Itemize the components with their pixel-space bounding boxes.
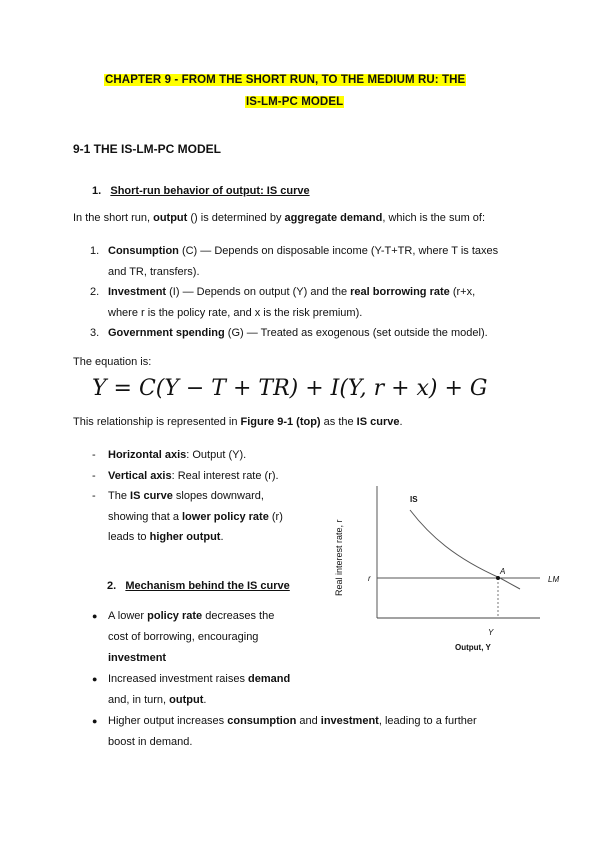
is-equation: Y = C(Y − T + TR) + I(Y, r + x) + G bbox=[92, 376, 488, 401]
intro-text: In the short run, bbox=[73, 212, 154, 224]
item-text: : Real interest rate (r). bbox=[171, 469, 279, 482]
item-text: , leading to a further bbox=[378, 715, 477, 727]
is-lm-figure bbox=[330, 478, 570, 658]
intro-bold-demand: aggregate demand bbox=[284, 212, 383, 224]
item-text: and TR, transfers). bbox=[108, 265, 200, 278]
item-text: leads to bbox=[108, 531, 150, 543]
chapter-title-line1: CHAPTER 9 - FROM THE SHORT RUN, TO THE MEDIUM RU: THE bbox=[105, 74, 466, 86]
item-text: and bbox=[296, 715, 321, 727]
list-item bbox=[92, 445, 283, 466]
item-text: The bbox=[108, 490, 131, 502]
item-bold: investment bbox=[320, 715, 379, 727]
item-text: decreases the bbox=[202, 610, 275, 622]
r-tick-label: r bbox=[368, 574, 371, 583]
ref-bold: Figure 9-1 (top) bbox=[240, 416, 321, 428]
item-text: . bbox=[220, 531, 224, 543]
ref-text: . bbox=[399, 416, 403, 428]
subsection-number: 2. bbox=[107, 580, 117, 592]
components-list bbox=[90, 241, 550, 344]
chapter-title-line2: IS-LM-PC MODEL bbox=[246, 96, 344, 108]
ref-text: as the bbox=[320, 416, 357, 428]
item-bold: Government spending bbox=[108, 327, 225, 339]
subsection-heading-2 bbox=[107, 580, 290, 592]
item-text: (r+x, bbox=[449, 286, 476, 298]
y-axis-label: Real interest rate, r bbox=[334, 519, 344, 596]
intro-bold-output: output bbox=[153, 212, 188, 224]
item-bold: Vertical axis bbox=[108, 469, 172, 482]
item-bold: lower policy rate bbox=[182, 510, 269, 523]
bullet-marker: ● bbox=[92, 674, 98, 684]
list-number: 2. bbox=[90, 286, 100, 298]
subsection-number: 1. bbox=[92, 185, 102, 197]
is-label: IS bbox=[410, 495, 418, 504]
is-curve bbox=[410, 510, 520, 589]
subsection-title: Short-run behavior of output: IS curve bbox=[110, 185, 310, 197]
item-bold: demand bbox=[248, 673, 291, 685]
item-text: (G) — Treated as exogenous (set outside the model). bbox=[224, 327, 488, 339]
subsection-title: Mechanism behind the IS curve bbox=[125, 580, 290, 592]
item-text: and, in turn, bbox=[108, 694, 170, 706]
bullet-marker: ● bbox=[92, 716, 98, 726]
ref-bold: IS curve bbox=[356, 416, 400, 428]
item-text: Increased investment raises bbox=[108, 673, 249, 685]
ref-text: This relationship is represented in bbox=[73, 416, 241, 428]
intro-text: () is determined by bbox=[187, 212, 285, 224]
section-heading: 9-1 THE IS-LM-PC MODEL bbox=[73, 142, 222, 156]
item-text: (C) — Depends on disposable income (Y-T+TR, where T is taxes bbox=[178, 245, 499, 257]
bullet-marker: ● bbox=[92, 611, 98, 621]
item-bold: IS curve bbox=[130, 490, 173, 502]
figure-reference bbox=[73, 412, 403, 432]
list-item bbox=[92, 711, 477, 753]
list-item bbox=[92, 669, 477, 711]
list-item bbox=[90, 241, 550, 282]
list-item bbox=[92, 466, 283, 487]
y-tick-label: Y bbox=[488, 628, 494, 637]
item-bold: policy rate bbox=[147, 610, 203, 622]
equation-label: The equation is: bbox=[73, 356, 152, 368]
item-bold: Horizontal axis bbox=[108, 449, 187, 461]
item-text: (r) bbox=[268, 510, 283, 523]
dash-marker: - bbox=[92, 490, 96, 502]
item-bold: higher output bbox=[149, 531, 221, 543]
dash-marker: - bbox=[92, 449, 96, 461]
list-number: 3. bbox=[90, 327, 100, 339]
dash-marker: - bbox=[92, 469, 96, 482]
item-bold: Consumption bbox=[108, 245, 179, 257]
item-bold: Investment bbox=[108, 286, 167, 298]
item-text: boost in demand. bbox=[108, 736, 193, 748]
item-text: Higher output increases bbox=[108, 715, 228, 727]
item-bold: output bbox=[169, 694, 204, 706]
item-bold: real borrowing rate bbox=[350, 286, 450, 298]
point-a-label: A bbox=[500, 567, 506, 576]
item-text: cost of borrowing, encouraging bbox=[108, 631, 259, 643]
list-number: 1. bbox=[90, 245, 100, 257]
x-axis-label: Output, Y bbox=[455, 643, 491, 652]
item-text: slopes downward, bbox=[172, 490, 264, 502]
item-text: where r is the policy rate, and x is the risk premium). bbox=[108, 306, 363, 319]
item-bold: investment bbox=[108, 652, 167, 664]
item-text: showing that a bbox=[108, 510, 182, 523]
item-text: A lower bbox=[108, 610, 148, 622]
list-item bbox=[90, 323, 550, 344]
intro-paragraph bbox=[73, 208, 485, 228]
subsection-heading-1 bbox=[92, 185, 310, 197]
item-text: . bbox=[203, 694, 207, 706]
item-bold: consumption bbox=[227, 715, 297, 727]
intro-text: , which is the sum of: bbox=[382, 212, 486, 224]
item-text: (I) — Depends on output (Y) and the bbox=[166, 286, 351, 298]
list-item bbox=[92, 486, 283, 548]
axes-list bbox=[92, 445, 283, 548]
equilibrium-point-a bbox=[496, 576, 500, 580]
item-text: : Output (Y). bbox=[186, 449, 247, 461]
lm-label: LM bbox=[548, 575, 560, 584]
list-item bbox=[90, 282, 550, 323]
